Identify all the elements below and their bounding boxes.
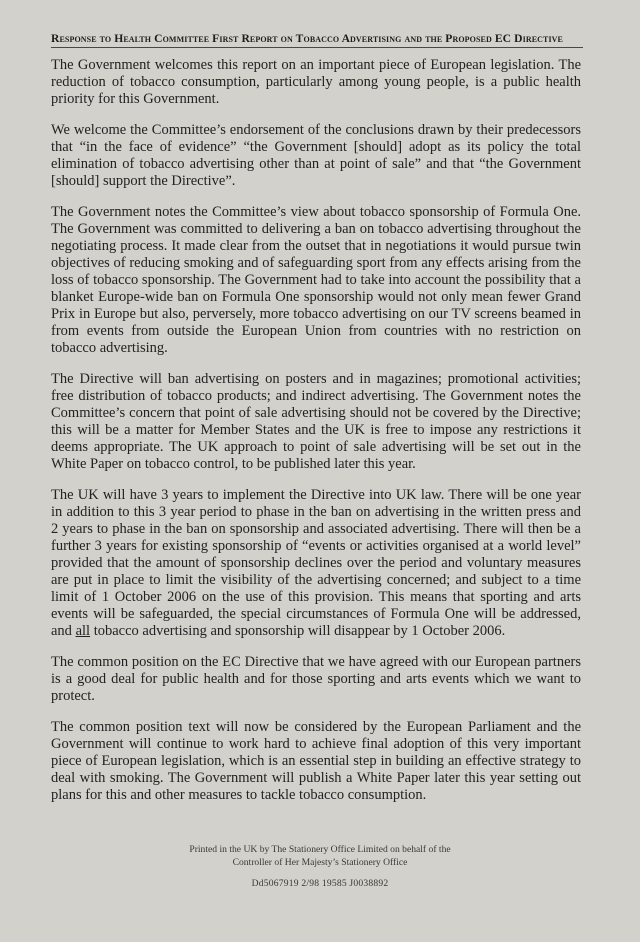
paragraph-1: The Government welcomes this report on an important piece of European legislation. The reduction of tobacco consumption, particularly among young people, is a public health priority for this Government. [51, 57, 581, 107]
paragraph-5-underlined-word: all [75, 623, 91, 639]
imprint-line-1: Printed in the UK by The Stationery Office Limited on behalf of the [189, 844, 451, 855]
running-header: Response to Health Committee First Report on Tobacco Advertising and the Proposed EC Directive [51, 32, 563, 45]
paragraph-4: The Directive will ban advertising on posters and in magazines; promotional activities; free distribution of tobacco products; and indirect advertising. The Government notes the Committee’s concern that point of sale advertising should not be covered by the Directive; this will be a matter for Member States and the UK is free to impose any restrictions it deems appropriate. The UK approach to point of sale advertising will be set out in the White Paper on tobacco control, to be published later this year. [51, 371, 581, 472]
header-rule [51, 47, 583, 48]
document-body [51, 57, 581, 818]
paragraph-7: The common position text will now be considered by the European Parliament and the Government will continue to work hard to achieve final adoption of this very important piece of European legislation, which is an essential step in building an effective strategy to deal with smoking. The Government will publish a White Paper later this year setting out plans for this and other measures to tackle tobacco consumption. [51, 719, 581, 803]
paragraph-3: The Government notes the Committee’s view about tobacco sponsorship of Formula One. The Government was committed to delivering a ban on tobacco advertising throughout the negotiating process. It made clear from the outset that in negotiations it would pursue twin objectives of reducing smoking and of safeguarding sport from any effects arising from the loss of tobacco sponsorship. The Government had to take into account the possibility that a blanket Europe-wide ban on Formula One sponsorship would not only mean fewer Grand Prix in Europe but also, perversely, more tobacco advertising on our TV screens beamed in from events from outside the European Union from countries with no restriction on tobacco advertising. [51, 204, 581, 356]
printer-imprint [0, 843, 640, 869]
imprint-line-2: Controller of Her Majesty’s Stationery Office [232, 857, 408, 868]
paragraph-5-text-after: tobacco advertising and sponsorship will disappear by 1 October 2006. [90, 623, 506, 639]
paragraph-5-text-before: The UK will have 3 years to implement the Directive into UK law. There will be one year in addition to this 3 year period to phase in the ban on advertising in the written press and 2 years to phase in the ban on sponsorship and associated advertising. There will then be a further 3 years for existing sponsorship of “events or activities organised at a world level” provided that the amount of sponsorship declines over the period and voluntary measures are put in place to limit the visibility of the advertising concerned; and subject to a time limit of 1 October 2006 on the use of this provision. This means that sporting and arts events will be safeguarded, the special circumstances of Formula One will be addressed, and [51, 487, 581, 639]
paragraph-6: The common position on the EC Directive that we have agreed with our European partners is a good deal for public health and for those sporting and arts events which we want to protect. [51, 654, 581, 704]
paragraph-5 [51, 487, 581, 640]
print-code: Dd5067919 2/98 19585 J0038892 [251, 878, 389, 889]
paragraph-2: We welcome the Committee’s endorsement of the conclusions drawn by their predecessors that “in the face of evidence” “the Government [should] adopt as its policy the total elimination of tobacco advertising other than at point of sale” and that “the Government [should] support the Directive”. [51, 122, 581, 189]
